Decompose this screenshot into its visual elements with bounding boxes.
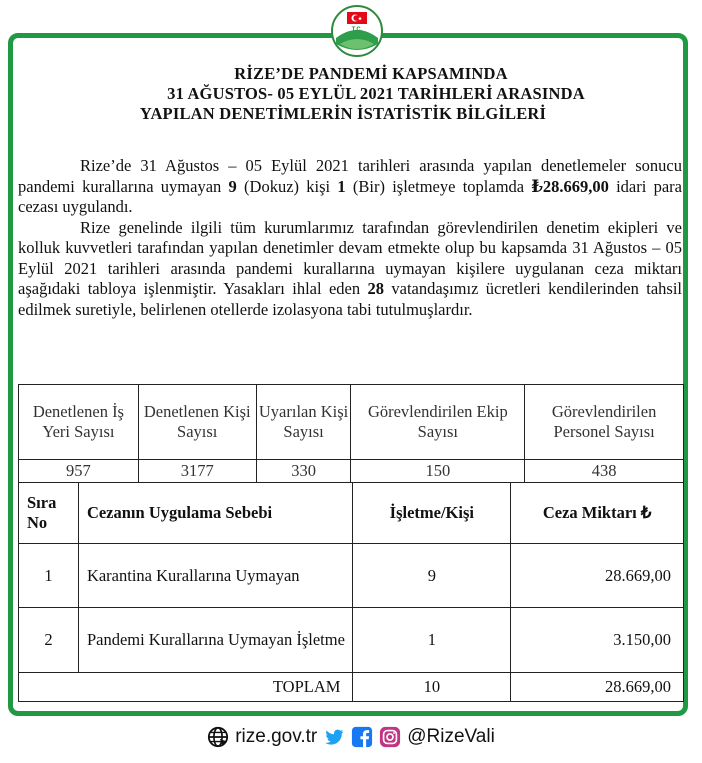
fines-header-no: Sıra No xyxy=(19,483,79,544)
social-handle[interactable]: @RizeVali xyxy=(407,726,495,747)
document-title xyxy=(0,64,702,124)
stats-value-warned: 330 xyxy=(256,460,351,483)
total-count: 10 xyxy=(353,673,511,702)
row-reason: Karantina Kurallarına Uymayan xyxy=(78,544,352,608)
stats-header-workplaces: Denetlenen İş Yeri Sayısı xyxy=(19,385,139,460)
row-reason: Pandemi Kurallarına Uymayan İşletme xyxy=(78,608,352,673)
inspection-stats-table xyxy=(18,384,684,483)
social-footer xyxy=(0,720,702,754)
row-no: 1 xyxy=(19,544,79,608)
stats-value-persons: 3177 xyxy=(138,460,256,483)
total-row xyxy=(19,673,684,702)
title-line-3: YAPILAN DENETİMLERİN İSTATİSTİK BİLGİLERİ xyxy=(139,104,547,123)
paragraph-1: Rize’de 31 Ağustos – 05 Eylül 2021 tarihleri arasında yapılan denetlemeler sonucu pandemi kurallarına uymayan 9 (Dokuz) kişi 1 (Bir) işletmeye toplamda ₺28.669,00 idari para cezası uygulandı. xyxy=(18,156,682,216)
total-amount: 28.669,00 xyxy=(511,673,684,702)
fines-header-amount: Ceza Miktarı ₺ xyxy=(511,483,684,544)
paragraph-2: Rize genelinde ilgili tüm kurumlarımız tarafından görevlendirilen denetim ekipleri ve kolluk kuvvetleri tarafından yapılan denetimler devam etmekte olup bu kapsamda 31 Ağustos – 05 Eylül 2021 tarihleri arasında pandemi kurallarına uymayan kişilere uygulanan ceza miktarı aşağıdaki tabloya işlenmiştir. Yasakları ihlal eden 28 vatandaşımız ücretleri kendilerinden tahsil edilmek suretiyle, belirlenen otellerde izolasyona tabi tutulmuşlardır. xyxy=(18,217,682,319)
fines-table xyxy=(18,482,684,702)
row-no: 2 xyxy=(19,608,79,673)
total-label: TOPLAM xyxy=(19,673,353,702)
globe-icon[interactable] xyxy=(207,726,229,748)
rize-governorship-logo xyxy=(330,4,384,58)
body-text xyxy=(18,156,682,320)
table-row xyxy=(19,544,684,608)
stats-value-personnel: 438 xyxy=(525,460,684,483)
stats-header-personnel: Görevlendirilen Personel Sayısı xyxy=(525,385,684,460)
row-count: 9 xyxy=(353,544,511,608)
website-link[interactable]: rize.gov.tr xyxy=(235,726,318,747)
stats-value-workplaces: 957 xyxy=(19,460,139,483)
instagram-icon[interactable] xyxy=(379,726,401,748)
facebook-icon[interactable] xyxy=(351,726,373,748)
fines-header-reason: Cezanın Uygulama Sebebi xyxy=(78,483,352,544)
stats-header-warned: Uyarılan Kişi Sayısı xyxy=(256,385,351,460)
logo-text: T.C. xyxy=(351,27,363,33)
fines-header-count: İşletme/Kişi xyxy=(353,483,511,544)
twitter-icon[interactable] xyxy=(323,726,345,748)
stats-value-teams: 150 xyxy=(351,460,525,483)
row-amount: 28.669,00 xyxy=(511,544,684,608)
table-row xyxy=(19,608,684,673)
stats-header-persons: Denetlenen Kişi Sayısı xyxy=(138,385,256,460)
title-line-1: RİZE’DE PANDEMİ KAPSAMINDA xyxy=(234,64,508,83)
title-line-2: 31 AĞUSTOS- 05 EYLÜL 2021 TARİHLERİ ARASINDA xyxy=(167,84,585,103)
row-count: 1 xyxy=(353,608,511,673)
stats-header-teams: Görevlendirilen Ekip Sayısı xyxy=(351,385,525,460)
row-amount: 3.150,00 xyxy=(511,608,684,673)
